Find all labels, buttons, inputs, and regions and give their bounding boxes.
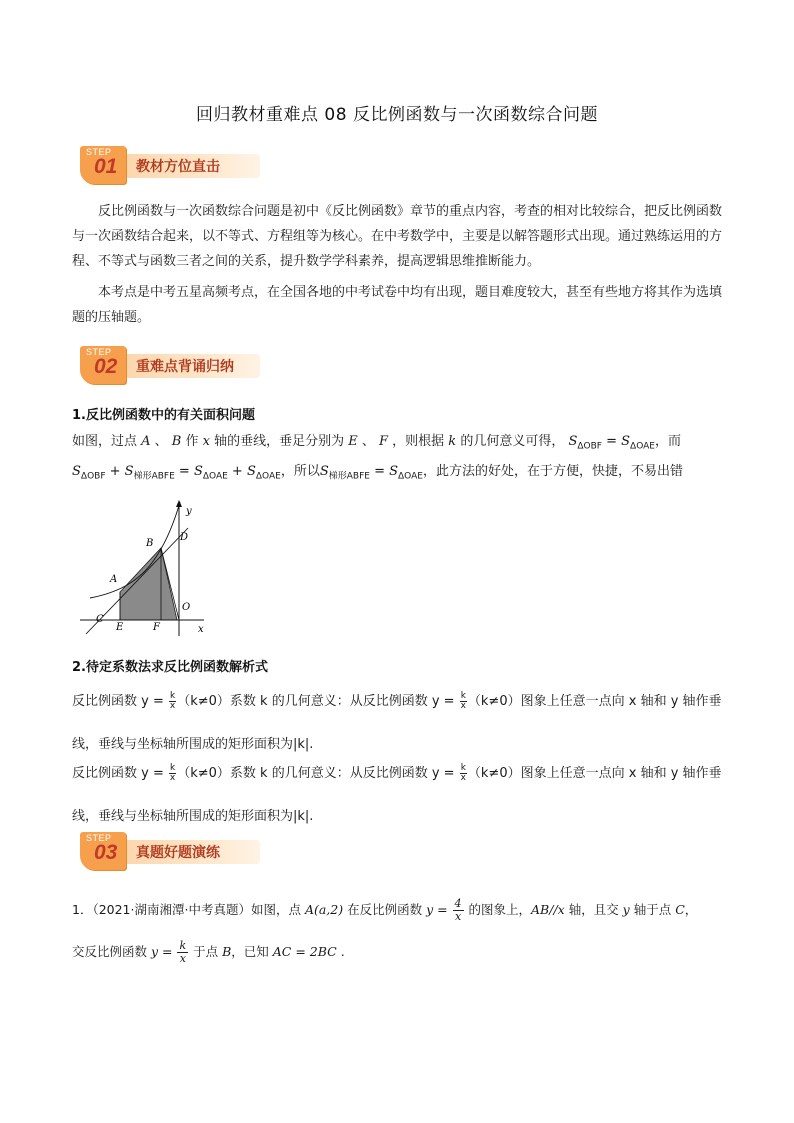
section-1-line-2	[72, 460, 732, 482]
section-2-heading: 2.待定系数法求反比例函数解析式	[72, 660, 268, 675]
text: （k≠0）	[467, 694, 521, 709]
intro-paragraph-2: 本考点是中考五星高频考点，在全国各地的中考试卷中均有出现，题目难度较大，甚至有些地方将其作为选填题的压轴题。	[72, 285, 723, 325]
text: 反比例函数 y =	[72, 694, 168, 709]
text: 如图，过点	[72, 434, 142, 449]
numerator: k	[460, 691, 466, 701]
label-o: O	[182, 602, 191, 613]
axis-var: x	[202, 434, 210, 449]
plus: +	[227, 464, 247, 479]
area-subscript: ΔOBF	[80, 471, 106, 482]
step-number: 03	[94, 841, 118, 864]
section-1-heading: 1.反比例函数中的有关面积问题	[72, 408, 255, 423]
step-badge	[80, 146, 126, 184]
text: 反比例函数 y =	[72, 766, 168, 781]
step-number: 01	[94, 155, 118, 178]
step-word: STEP	[86, 347, 112, 357]
text: 的几何意义可得，	[456, 434, 565, 449]
k-var: k	[448, 434, 457, 449]
area-subscript: ΔOAE	[398, 471, 423, 482]
y-var: y	[622, 902, 630, 917]
section-1-line-1	[72, 430, 732, 452]
question-text: 交反比例函数	[72, 944, 151, 959]
label-y: y	[186, 506, 192, 517]
fraction-k-over-x	[169, 692, 176, 711]
question-text: .	[336, 944, 345, 959]
text: ，所以	[280, 464, 320, 479]
step-label: 重难点背诵归纳	[136, 359, 234, 375]
page-title: 回归教材重难点 08 反比例函数与一次函数综合问题	[196, 105, 598, 125]
parallel-expression: AB//x	[531, 902, 565, 917]
area-symbol: S	[72, 464, 81, 479]
label-d: D	[180, 532, 189, 543]
step-03-header	[80, 832, 270, 868]
denominator: x	[169, 773, 176, 783]
area-subscript: 梯形ABFE	[328, 471, 370, 482]
text: ，而	[654, 434, 681, 449]
point-expression: A(a,2)	[304, 902, 344, 917]
fraction-4-over-x	[453, 898, 464, 923]
area-subscript: 梯形ABFE	[133, 471, 175, 482]
denominator: x	[169, 701, 176, 711]
area-symbol: S	[193, 464, 203, 479]
denominator: x	[179, 952, 186, 965]
fraction-k-over-x	[460, 692, 467, 711]
equals: =	[601, 434, 622, 449]
area-subscript: ΔOAE	[202, 471, 228, 482]
intro-paragraph-1: 反比例函数与一次函数综合问题是初中《反比例函数》章节的重点内容，考查的相对比较综合，把反比例函数与一次函数结合起来，以不等式、方程组等为核心。在中考数学中，主要是以解答题形式出现。通过熟练运用的方程、不等式与函数三者之间的关系，提升数学学科素养，提高逻辑思维推断能力。	[72, 204, 723, 269]
section-2-line-4: 线，垂线与坐标轴所围成的矩形面积为|k|.	[72, 809, 314, 824]
point-label: A	[141, 434, 151, 449]
step-label: 教材方位直击	[136, 159, 220, 175]
step-badge	[80, 346, 126, 384]
area-subscript: ΔOAE	[255, 471, 281, 482]
area-symbol: S	[124, 464, 134, 479]
point-label: B	[222, 944, 232, 959]
label-b: B	[146, 538, 154, 549]
numerator: k	[169, 763, 176, 773]
text: 图象上任意一点向 x 轴和 y 轴作垂	[520, 694, 722, 709]
question-text: 的图象上，	[464, 902, 532, 917]
text: （k≠0）	[467, 766, 521, 781]
fraction-k-over-x	[460, 764, 467, 783]
step-word: STEP	[86, 833, 112, 843]
step-label: 真题好题演练	[136, 845, 220, 861]
step-02-header	[80, 346, 270, 382]
question-text: 轴，且交	[564, 902, 623, 917]
equals: =	[433, 902, 452, 917]
text: （k≠0）	[177, 766, 230, 781]
equals: =	[369, 464, 390, 479]
text: ，则根据	[388, 434, 449, 449]
label-f: F	[153, 622, 160, 633]
geometry-figure	[76, 498, 216, 638]
section-2-line-3	[72, 762, 732, 783]
plus: +	[105, 464, 125, 479]
area-symbol: S	[319, 464, 329, 479]
question-text: ，已知	[231, 944, 273, 959]
area-symbol: S	[389, 464, 399, 479]
y-var: y	[150, 944, 159, 959]
label-a: A	[110, 574, 118, 585]
text: 、	[357, 434, 379, 449]
point-label: C	[675, 902, 685, 917]
area-symbol: S	[246, 464, 256, 479]
text: 轴的垂线，垂足分别为	[209, 434, 349, 449]
numerator: k	[460, 763, 466, 773]
point-label: E	[348, 434, 358, 449]
y-var: y	[426, 902, 434, 917]
question-1-line-1	[72, 898, 732, 923]
text: （k≠0）	[177, 694, 230, 709]
point-label: B	[171, 434, 182, 449]
question-1-line-2	[72, 940, 732, 965]
numerator: k	[169, 691, 176, 701]
section-2-line-2: 线，垂线与坐标轴所围成的矩形面积为|k|.	[72, 737, 314, 752]
text: 、	[150, 434, 172, 449]
area-subscript: ΔOBF	[577, 441, 602, 452]
question-text: 轴于点	[629, 902, 676, 917]
equals: =	[158, 944, 177, 959]
question-text: 在反比例函数	[343, 902, 427, 917]
question-text: ，	[684, 902, 698, 917]
fraction-k-over-x	[169, 764, 176, 783]
numerator: k	[179, 939, 187, 952]
equals: =	[174, 464, 194, 479]
label-e: E	[116, 622, 124, 633]
point-label: F	[379, 434, 389, 449]
denominator: x	[460, 701, 466, 711]
question-text: 于点	[189, 944, 223, 959]
denominator: x	[454, 910, 462, 923]
step-word: STEP	[86, 147, 112, 157]
section-2-line-1	[72, 690, 732, 711]
text: 图象上任意一点向 x 轴和 y 轴作垂	[520, 766, 722, 781]
area-subscript: ΔOAE	[630, 441, 655, 452]
step-number: 02	[94, 355, 118, 378]
relation-expression: AC = 2BC	[272, 944, 337, 959]
numerator: 4	[454, 897, 462, 910]
text: ，此方法的好处，在于方便，快捷，不易出错	[422, 464, 683, 479]
area-symbol: S	[621, 434, 631, 449]
text: 作	[181, 434, 203, 449]
denominator: x	[460, 773, 466, 783]
step-badge	[80, 832, 126, 870]
label-x: x	[198, 624, 204, 635]
text: 系数 k 的几何意义：从反比例函数 y =	[229, 694, 459, 709]
area-symbol: S	[568, 434, 578, 449]
text: 系数 k 的几何意义：从反比例函数 y =	[229, 766, 459, 781]
step-01-header	[80, 146, 270, 182]
label-c: C	[96, 614, 104, 625]
fraction-k-over-x	[177, 940, 188, 965]
question-text: 1．（2021·湖南湘潭·中考真题）如图，点	[72, 902, 305, 917]
